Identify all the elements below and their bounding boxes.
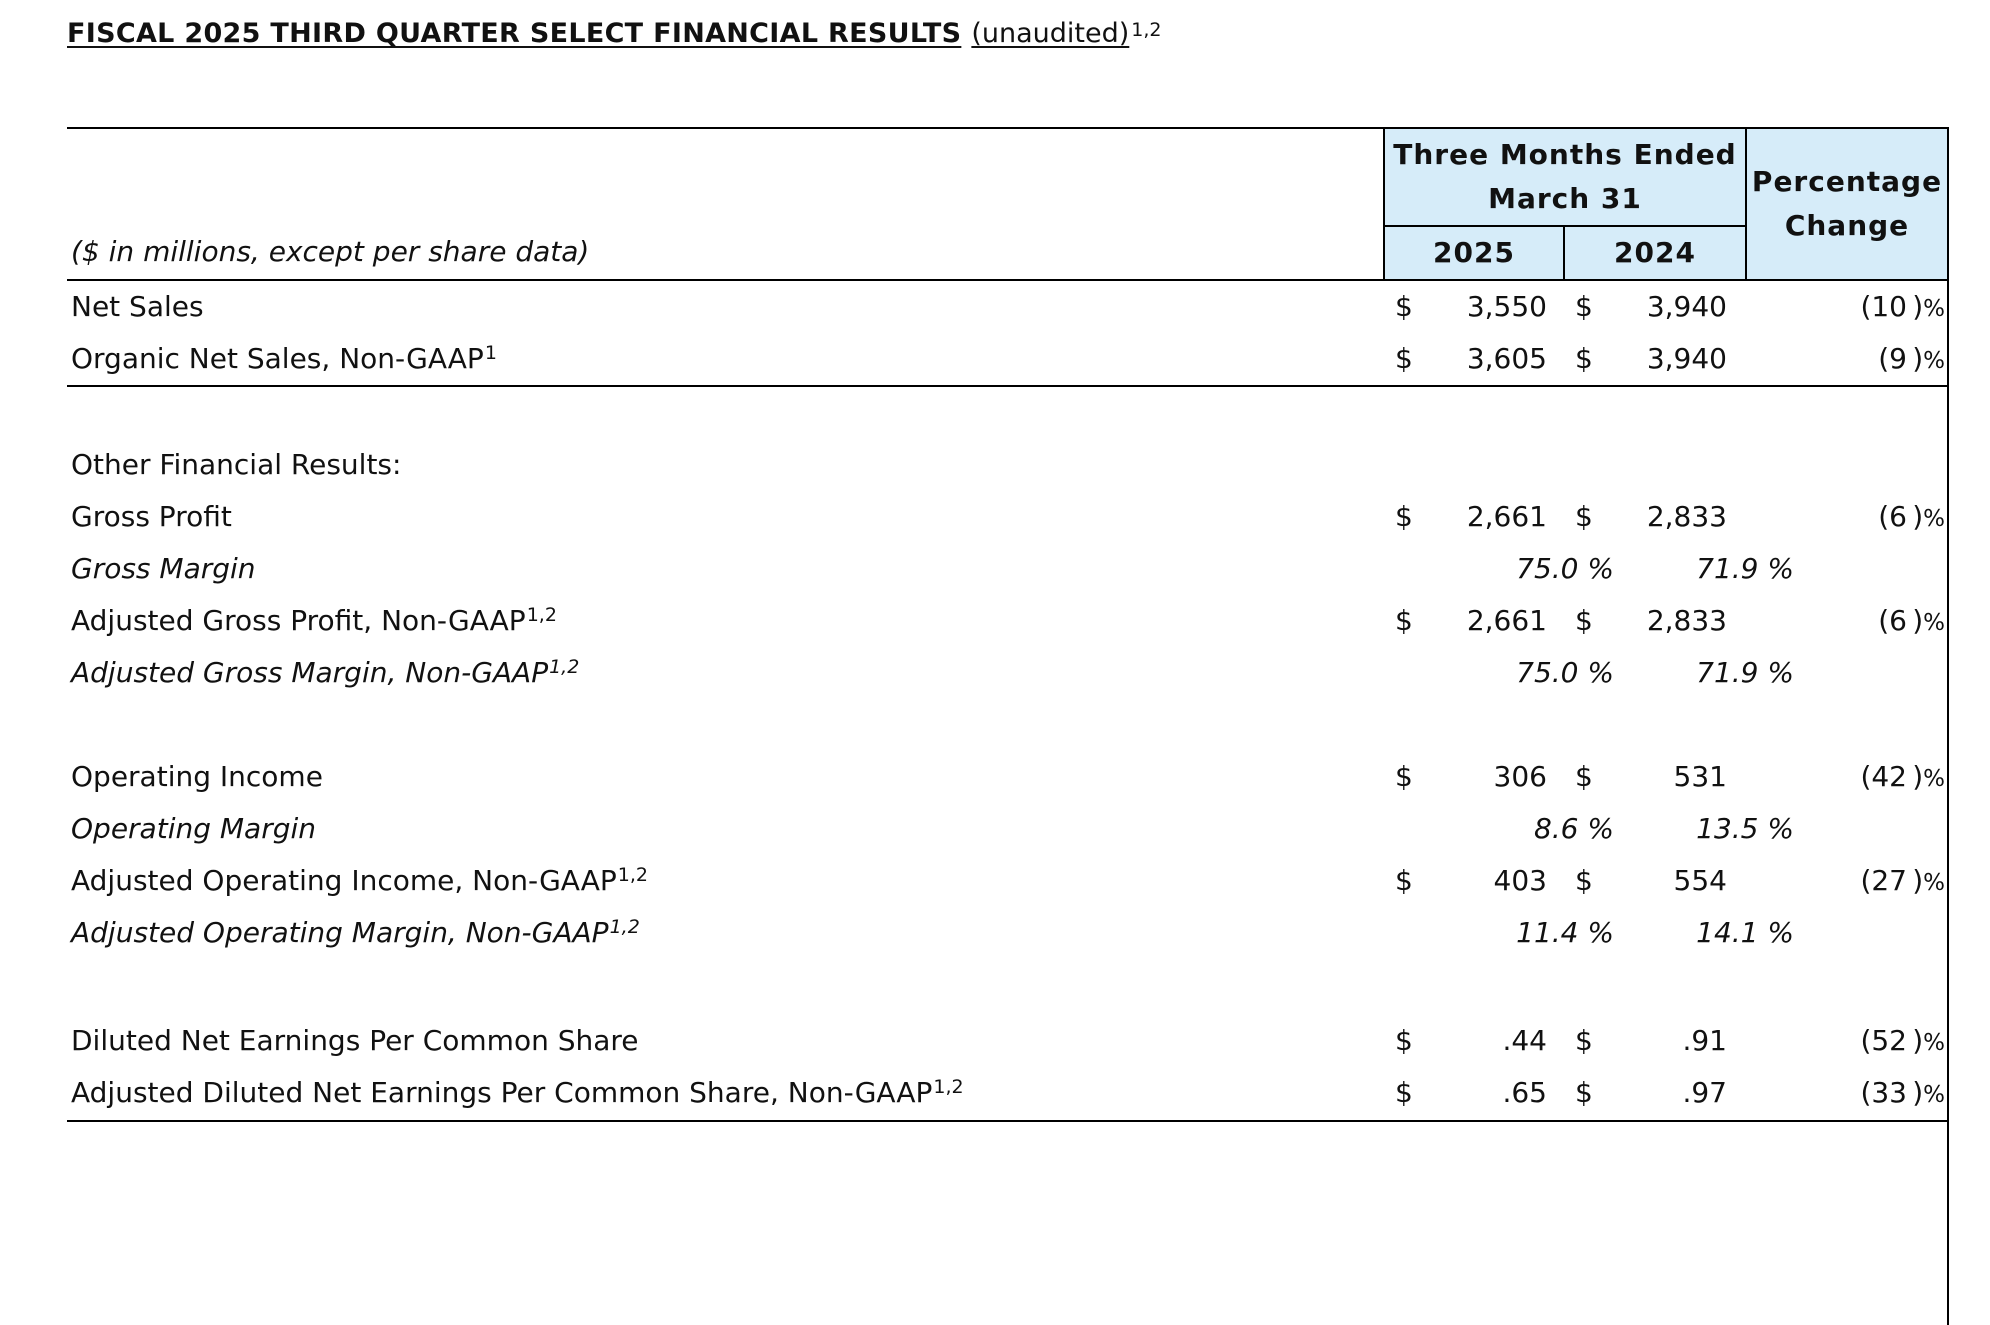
title-main: FISCAL 2025 THIRD QUARTER SELECT FINANCIAL RESULTS xyxy=(67,18,962,49)
value-2024: 554 xyxy=(1673,864,1727,897)
table-row xyxy=(67,333,1949,385)
currency-symbol: $ xyxy=(1395,1076,1413,1109)
row-label: Operating Margin xyxy=(71,812,317,845)
percent-change-suffix: )% xyxy=(1912,342,1945,375)
section-rule xyxy=(67,385,1949,387)
table-row xyxy=(67,1015,1949,1067)
percent-change: (6 xyxy=(1878,500,1907,533)
period-header-line2: March 31 xyxy=(1488,182,1642,215)
value-2025: 11.4 % xyxy=(1516,916,1614,949)
percent-change: (10 xyxy=(1860,290,1907,323)
year-2024-header: 2024 xyxy=(1563,227,1745,279)
value-2024: .97 xyxy=(1682,1076,1727,1109)
currency-symbol: $ xyxy=(1575,1024,1593,1057)
value-2024: 531 xyxy=(1673,760,1727,793)
value-2025: 2,661 xyxy=(1466,604,1547,637)
percent-change: (6 xyxy=(1878,604,1907,637)
currency-symbol: $ xyxy=(1395,342,1413,375)
value-2025: 2,661 xyxy=(1466,500,1547,533)
percent-change: (42 xyxy=(1860,760,1907,793)
value-2025: 3,605 xyxy=(1466,342,1547,375)
period-header-line1: Three Months Ended xyxy=(1393,138,1737,171)
row-label: Gross Profit xyxy=(71,500,232,533)
value-2024: 71.9 % xyxy=(1696,552,1794,585)
value-2025: 8.6 % xyxy=(1533,812,1614,845)
value-2025: .65 xyxy=(1502,1076,1547,1109)
percent-change-suffix: )% xyxy=(1912,1076,1945,1109)
value-2024: 71.9 % xyxy=(1696,656,1794,689)
table-row xyxy=(67,803,1949,855)
value-2024: 13.5 % xyxy=(1696,812,1794,845)
value-2024: .91 xyxy=(1682,1024,1727,1057)
currency-symbol: $ xyxy=(1395,604,1413,637)
value-2025: 3,550 xyxy=(1466,290,1547,323)
row-label: Adjusted Operating Margin, Non-GAAP$^{1,2}$ xyxy=(71,916,640,949)
percent-change-suffix: )% xyxy=(1912,500,1945,533)
currency-symbol: $ xyxy=(1575,760,1593,793)
percentage-change-header xyxy=(1745,129,1949,279)
value-2025: 306 xyxy=(1493,760,1547,793)
percent-change-suffix: )% xyxy=(1912,864,1945,897)
row-label: Net Sales xyxy=(71,290,204,323)
currency-symbol: $ xyxy=(1575,290,1593,323)
section-heading-row xyxy=(67,439,1949,491)
currency-symbol: $ xyxy=(1575,864,1593,897)
currency-symbol: $ xyxy=(1575,500,1593,533)
table-bottom-rule xyxy=(67,1120,1949,1122)
table-row xyxy=(67,855,1949,907)
row-label: Organic Net Sales, Non-GAAP$^1$ xyxy=(71,342,497,375)
value-2024: 3,940 xyxy=(1646,342,1727,375)
section-heading: Other Financial Results: xyxy=(71,448,402,481)
percent-change-suffix: )% xyxy=(1912,290,1945,323)
table-row xyxy=(67,491,1949,543)
document-title xyxy=(67,16,1162,52)
percent-change: (33 xyxy=(1860,1076,1907,1109)
value-2025: 75.0 % xyxy=(1516,656,1614,689)
row-label: Adjusted Operating Income, Non-GAAP$^{1,2}$ xyxy=(71,864,648,897)
table-row xyxy=(67,751,1949,803)
table-row xyxy=(67,595,1949,647)
units-label: ($ in millions, except per share data) xyxy=(71,235,590,268)
currency-symbol: $ xyxy=(1395,500,1413,533)
currency-symbol: $ xyxy=(1575,342,1593,375)
row-label: Operating Income xyxy=(71,760,323,793)
row-label: Adjusted Gross Margin, Non-GAAP$^{1,2}$ xyxy=(71,656,580,689)
year-2025-header: 2025 xyxy=(1383,227,1563,279)
value-2024: 3,940 xyxy=(1646,290,1727,323)
table-row xyxy=(67,543,1949,595)
row-label: Gross Margin xyxy=(71,552,256,585)
period-header xyxy=(1383,129,1745,227)
table-row xyxy=(67,907,1949,959)
value-2024: 2,833 xyxy=(1646,500,1727,533)
percent-change-suffix: )% xyxy=(1912,604,1945,637)
currency-symbol: $ xyxy=(1395,864,1413,897)
table-row xyxy=(67,281,1949,333)
value-2025: 403 xyxy=(1493,864,1547,897)
currency-symbol: $ xyxy=(1395,760,1413,793)
table-row xyxy=(67,1067,1949,1119)
currency-symbol: $ xyxy=(1575,604,1593,637)
table-row xyxy=(67,647,1949,699)
percent-change: (52 xyxy=(1860,1024,1907,1057)
value-2024: 14.1 % xyxy=(1696,916,1794,949)
currency-symbol: $ xyxy=(1575,1076,1593,1109)
value-2024: 2,833 xyxy=(1646,604,1727,637)
currency-symbol: $ xyxy=(1395,1024,1413,1057)
title-footnote-ref: 1,2 xyxy=(1131,19,1162,41)
row-label: Adjusted Gross Profit, Non-GAAP$^{1,2}$ xyxy=(71,604,557,637)
row-label: Diluted Net Earnings Per Common Share xyxy=(71,1024,639,1057)
percent-change: (27 xyxy=(1860,864,1907,897)
currency-symbol: $ xyxy=(1395,290,1413,323)
percent-change-suffix: )% xyxy=(1912,1024,1945,1057)
value-2025: 75.0 % xyxy=(1516,552,1614,585)
percent-change: (9 xyxy=(1878,342,1907,375)
title-unaudited: (unaudited) xyxy=(971,18,1130,49)
value-2025: .44 xyxy=(1502,1024,1547,1057)
change-header-line2: Change xyxy=(1784,209,1910,242)
change-header-line1: Percentage xyxy=(1751,165,1943,198)
row-label: Adjusted Diluted Net Earnings Per Common Share, Non-GAAP$^{1,2}$ xyxy=(71,1076,964,1109)
percent-change-suffix: )% xyxy=(1912,760,1945,793)
